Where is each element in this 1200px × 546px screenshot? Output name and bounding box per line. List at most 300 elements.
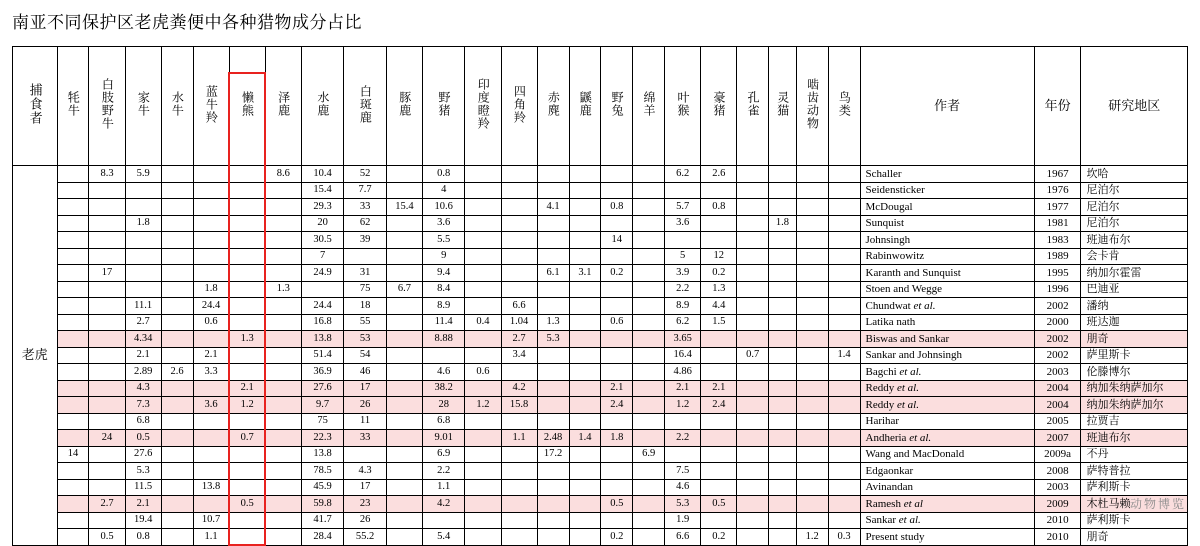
cell-peafowl xyxy=(737,298,769,315)
cell-sheep xyxy=(633,413,665,430)
cell-birds xyxy=(828,232,860,249)
cell-chinkara xyxy=(465,529,501,546)
cell-muntjac xyxy=(537,364,569,381)
cell-chital: 46 xyxy=(344,364,386,381)
cell-rodent xyxy=(796,232,828,249)
cell-birds xyxy=(828,182,860,199)
col-header-year xyxy=(1034,47,1081,166)
cell-chinkara xyxy=(465,281,501,298)
table-row xyxy=(13,430,1188,447)
cell-year: 1977 xyxy=(1034,199,1081,216)
cell-birds xyxy=(828,479,860,496)
cell-gaur xyxy=(89,463,125,480)
col-header-peafowl xyxy=(737,47,769,166)
cell-hare xyxy=(601,463,633,480)
cell-sheep xyxy=(633,397,665,414)
cell-sheep xyxy=(633,496,665,513)
cell-muntjac: 2.48 xyxy=(537,430,569,447)
cell-birds xyxy=(828,413,860,430)
cell-buffalo xyxy=(161,413,193,430)
cell-sambar xyxy=(301,281,343,298)
cell-sambar: 45.9 xyxy=(301,479,343,496)
cell-civet xyxy=(769,248,797,265)
cell-civet xyxy=(769,281,797,298)
cell-sheep xyxy=(633,265,665,282)
cell-sloth_bear xyxy=(229,364,265,381)
cell-author: Rabinwowitz xyxy=(860,248,1034,265)
cell-langur: 16.4 xyxy=(665,347,701,364)
cell-author: Avinandan xyxy=(860,479,1034,496)
cell-wild_boar: 5.4 xyxy=(422,529,464,546)
table-row xyxy=(13,199,1188,216)
cell-peafowl xyxy=(737,380,769,397)
cell-chinkara xyxy=(465,331,501,348)
cell-year: 2009a xyxy=(1034,446,1081,463)
cell-wild_boar: 0.8 xyxy=(422,166,464,183)
cell-yak xyxy=(57,413,89,430)
cell-chital: 52 xyxy=(344,166,386,183)
cell-muntjac xyxy=(537,397,569,414)
col-header-author xyxy=(860,47,1034,166)
cell-chital: 11 xyxy=(344,413,386,430)
cell-chousingha xyxy=(501,232,537,249)
col-header-yak xyxy=(57,47,89,166)
cell-chital: 33 xyxy=(344,430,386,447)
cell-swamp_deer xyxy=(265,397,301,414)
cell-rodent xyxy=(796,380,828,397)
cell-author: Sunquist xyxy=(860,215,1034,232)
cell-civet xyxy=(769,496,797,513)
table-row xyxy=(13,248,1188,265)
cell-sambar: 75 xyxy=(301,413,343,430)
cell-yak xyxy=(57,331,89,348)
cell-buffalo xyxy=(161,314,193,331)
col-header-label: 叶猴 xyxy=(675,91,690,118)
cell-peafowl xyxy=(737,182,769,199)
cell-porcupine: 0.2 xyxy=(701,529,737,546)
cell-hog_deer xyxy=(386,215,422,232)
cell-mouse_deer: 1.4 xyxy=(569,430,601,447)
cell-yak xyxy=(57,314,89,331)
cell-buffalo xyxy=(161,166,193,183)
cell-peafowl xyxy=(737,199,769,216)
cell-sheep xyxy=(633,364,665,381)
cell-year: 2009 xyxy=(1034,496,1081,513)
col-header-label: 家牛 xyxy=(136,91,151,118)
cell-swamp_deer xyxy=(265,446,301,463)
cell-cattle: 11.5 xyxy=(125,479,161,496)
cell-sloth_bear xyxy=(229,463,265,480)
col-header-label: 研究地区 xyxy=(1108,97,1161,113)
cell-hog_deer xyxy=(386,430,422,447)
cell-langur: 1.9 xyxy=(665,512,701,529)
col-header-label: 印度瞪羚 xyxy=(476,78,491,131)
cell-cattle xyxy=(125,199,161,216)
col-header-label: 四角羚 xyxy=(512,84,527,124)
col-header-hog_deer xyxy=(386,47,422,166)
cell-cattle xyxy=(125,232,161,249)
cell-rodent xyxy=(796,331,828,348)
col-header-label: 啮齿动物 xyxy=(805,78,820,131)
cell-langur: 6.6 xyxy=(665,529,701,546)
cell-cattle: 1.8 xyxy=(125,215,161,232)
cell-swamp_deer xyxy=(265,512,301,529)
cell-porcupine: 2.1 xyxy=(701,380,737,397)
cell-peafowl xyxy=(737,166,769,183)
col-header-chousingha xyxy=(501,47,537,166)
cell-sambar: 30.5 xyxy=(301,232,343,249)
cell-region: 班达迦 xyxy=(1081,314,1188,331)
cell-sambar: 16.8 xyxy=(301,314,343,331)
cell-porcupine xyxy=(701,446,737,463)
table-row xyxy=(13,281,1188,298)
cell-sloth_bear xyxy=(229,166,265,183)
cell-year: 1981 xyxy=(1034,215,1081,232)
cell-rodent: 1.2 xyxy=(796,529,828,546)
cell-hog_deer xyxy=(386,496,422,513)
cell-buffalo xyxy=(161,463,193,480)
cell-yak xyxy=(57,347,89,364)
cell-chousingha xyxy=(501,166,537,183)
cell-swamp_deer xyxy=(265,463,301,480)
cell-nilgai: 1.8 xyxy=(193,281,229,298)
cell-gaur xyxy=(89,232,125,249)
cell-year: 2004 xyxy=(1034,380,1081,397)
table-body xyxy=(13,166,1188,546)
cell-chinkara xyxy=(465,413,501,430)
cell-rodent xyxy=(796,512,828,529)
cell-chousingha: 1.1 xyxy=(501,430,537,447)
col-header-label: 灵猫 xyxy=(775,91,790,118)
cell-civet xyxy=(769,364,797,381)
table-row xyxy=(13,529,1188,546)
cell-cattle: 2.89 xyxy=(125,364,161,381)
cell-langur: 2.2 xyxy=(665,430,701,447)
cell-porcupine: 1.3 xyxy=(701,281,737,298)
prey-composition-table-wrap xyxy=(12,46,1188,546)
cell-rodent xyxy=(796,199,828,216)
table-row xyxy=(13,182,1188,199)
cell-rodent xyxy=(796,215,828,232)
cell-peafowl xyxy=(737,364,769,381)
cell-civet xyxy=(769,479,797,496)
cell-sloth_bear: 1.2 xyxy=(229,397,265,414)
cell-chousingha xyxy=(501,512,537,529)
cell-year: 2004 xyxy=(1034,397,1081,414)
col-header-porcupine xyxy=(701,47,737,166)
cell-civet xyxy=(769,166,797,183)
cell-peafowl xyxy=(737,413,769,430)
table-row xyxy=(13,512,1188,529)
cell-wild_boar: 8.88 xyxy=(422,331,464,348)
cell-sheep xyxy=(633,298,665,315)
cell-sloth_bear xyxy=(229,413,265,430)
cell-civet xyxy=(769,232,797,249)
cell-mouse_deer xyxy=(569,463,601,480)
cell-sloth_bear xyxy=(229,248,265,265)
cell-birds xyxy=(828,199,860,216)
cell-wild_boar xyxy=(422,512,464,529)
cell-porcupine xyxy=(701,232,737,249)
cell-muntjac xyxy=(537,232,569,249)
cell-chital: 54 xyxy=(344,347,386,364)
cell-hog_deer xyxy=(386,166,422,183)
cell-chinkara xyxy=(465,446,501,463)
col-header-label: 绵羊 xyxy=(641,91,656,118)
cell-sambar: 24.9 xyxy=(301,265,343,282)
cell-porcupine: 1.5 xyxy=(701,314,737,331)
cell-sambar: 28.4 xyxy=(301,529,343,546)
table-row xyxy=(13,314,1188,331)
cell-swamp_deer xyxy=(265,215,301,232)
cell-muntjac xyxy=(537,347,569,364)
cell-hare xyxy=(601,413,633,430)
cell-hare: 0.2 xyxy=(601,529,633,546)
cell-author: Johnsingh xyxy=(860,232,1034,249)
cell-porcupine: 0.5 xyxy=(701,496,737,513)
cell-langur: 2.1 xyxy=(665,380,701,397)
col-header-swamp_deer xyxy=(265,47,301,166)
col-header-label: 赤麂 xyxy=(546,91,561,118)
col-header-chital xyxy=(344,47,386,166)
cell-sambar: 41.7 xyxy=(301,512,343,529)
cell-rodent xyxy=(796,265,828,282)
cell-muntjac xyxy=(537,463,569,480)
cell-chinkara xyxy=(465,512,501,529)
cell-hare xyxy=(601,248,633,265)
cell-chousingha xyxy=(501,364,537,381)
cell-year: 2010 xyxy=(1034,512,1081,529)
cell-langur: 3.9 xyxy=(665,265,701,282)
cell-sloth_bear xyxy=(229,265,265,282)
prey-composition-table xyxy=(12,46,1188,546)
col-header-label: 鸟类 xyxy=(837,91,852,118)
cell-yak xyxy=(57,479,89,496)
cell-mouse_deer xyxy=(569,182,601,199)
cell-wild_boar: 8.4 xyxy=(422,281,464,298)
col-header-label: 野猪 xyxy=(436,91,451,118)
cell-yak xyxy=(57,298,89,315)
cell-region: 朋奇 xyxy=(1081,331,1188,348)
cell-cattle: 27.6 xyxy=(125,446,161,463)
cell-sambar: 7 xyxy=(301,248,343,265)
cell-buffalo xyxy=(161,265,193,282)
col-header-label: 捕食者 xyxy=(27,83,43,126)
cell-region: 萨特普拉 xyxy=(1081,463,1188,480)
cell-swamp_deer xyxy=(265,496,301,513)
cell-sambar: 27.6 xyxy=(301,380,343,397)
cell-civet xyxy=(769,199,797,216)
cell-yak xyxy=(57,496,89,513)
cell-hog_deer xyxy=(386,446,422,463)
cell-swamp_deer xyxy=(265,199,301,216)
cell-gaur xyxy=(89,397,125,414)
cell-region: 伦滕博尔 xyxy=(1081,364,1188,381)
cell-swamp_deer: 1.3 xyxy=(265,281,301,298)
cell-author: Latika nath xyxy=(860,314,1034,331)
cell-porcupine xyxy=(701,347,737,364)
cell-sloth_bear: 2.1 xyxy=(229,380,265,397)
cell-wild_boar: 2.2 xyxy=(422,463,464,480)
cell-region: 朋奇 xyxy=(1081,529,1188,546)
table-row xyxy=(13,215,1188,232)
cell-region: 尼泊尔 xyxy=(1081,215,1188,232)
cell-civet xyxy=(769,380,797,397)
cell-chousingha xyxy=(501,199,537,216)
cell-sloth_bear: 0.5 xyxy=(229,496,265,513)
cell-porcupine xyxy=(701,512,737,529)
cell-langur xyxy=(665,182,701,199)
cell-sloth_bear xyxy=(229,298,265,315)
cell-buffalo xyxy=(161,430,193,447)
cell-sambar: 78.5 xyxy=(301,463,343,480)
cell-porcupine xyxy=(701,430,737,447)
cell-langur: 6.2 xyxy=(665,166,701,183)
cell-rodent xyxy=(796,430,828,447)
cell-langur: 5.3 xyxy=(665,496,701,513)
cell-mouse_deer xyxy=(569,529,601,546)
cell-buffalo xyxy=(161,215,193,232)
cell-gaur xyxy=(89,347,125,364)
cell-cattle: 4.34 xyxy=(125,331,161,348)
cell-muntjac xyxy=(537,380,569,397)
cell-rodent xyxy=(796,463,828,480)
cell-wild_boar: 9.01 xyxy=(422,430,464,447)
cell-mouse_deer xyxy=(569,479,601,496)
col-header-rodent xyxy=(796,47,828,166)
cell-mouse_deer xyxy=(569,331,601,348)
col-header-region xyxy=(1081,47,1188,166)
cell-gaur xyxy=(89,248,125,265)
col-header-label: 牦牛 xyxy=(66,91,81,118)
cell-swamp_deer xyxy=(265,347,301,364)
cell-hog_deer xyxy=(386,232,422,249)
cell-sheep: 6.9 xyxy=(633,446,665,463)
cell-porcupine xyxy=(701,215,737,232)
cell-wild_boar: 4 xyxy=(422,182,464,199)
cell-peafowl xyxy=(737,512,769,529)
cell-chousingha xyxy=(501,529,537,546)
table-row xyxy=(13,347,1188,364)
cell-nilgai xyxy=(193,248,229,265)
cell-mouse_deer xyxy=(569,347,601,364)
col-header-chinkara xyxy=(465,47,501,166)
cell-hare xyxy=(601,215,633,232)
cell-langur: 7.5 xyxy=(665,463,701,480)
table-row xyxy=(13,232,1188,249)
cell-hog_deer xyxy=(386,479,422,496)
cell-buffalo xyxy=(161,182,193,199)
cell-sheep xyxy=(633,331,665,348)
cell-porcupine xyxy=(701,463,737,480)
cell-birds xyxy=(828,248,860,265)
cell-wild_boar: 38.2 xyxy=(422,380,464,397)
cell-birds xyxy=(828,380,860,397)
cell-yak xyxy=(57,430,89,447)
cell-buffalo xyxy=(161,298,193,315)
cell-year: 1976 xyxy=(1034,182,1081,199)
cell-muntjac xyxy=(537,182,569,199)
col-header-sheep xyxy=(633,47,665,166)
cell-yak xyxy=(57,380,89,397)
cell-rodent xyxy=(796,413,828,430)
watermark: 动物博览 xyxy=(1129,497,1186,511)
cell-buffalo xyxy=(161,199,193,216)
cell-peafowl: 0.7 xyxy=(737,347,769,364)
cell-mouse_deer xyxy=(569,248,601,265)
page-title: 南亚不同保护区老虎粪便中各种猎物成分占比 xyxy=(12,13,362,32)
cell-chital: 4.3 xyxy=(344,463,386,480)
cell-region: 班迪布尔 xyxy=(1081,430,1188,447)
cell-chousingha: 3.4 xyxy=(501,347,537,364)
cell-chousingha: 1.04 xyxy=(501,314,537,331)
cell-region: 纳加朱纳萨加尔 xyxy=(1081,380,1188,397)
cell-cattle xyxy=(125,182,161,199)
cell-porcupine: 0.2 xyxy=(701,265,737,282)
cell-gaur xyxy=(89,298,125,315)
cell-swamp_deer xyxy=(265,182,301,199)
cell-wild_boar: 4.2 xyxy=(422,496,464,513)
cell-nilgai xyxy=(193,182,229,199)
cell-rodent xyxy=(796,298,828,315)
cell-year: 2003 xyxy=(1034,364,1081,381)
cell-yak xyxy=(57,364,89,381)
cell-sloth_bear xyxy=(229,347,265,364)
cell-sheep xyxy=(633,479,665,496)
cell-muntjac xyxy=(537,479,569,496)
cell-mouse_deer xyxy=(569,232,601,249)
cell-gaur xyxy=(89,199,125,216)
cell-buffalo xyxy=(161,512,193,529)
table-header xyxy=(13,47,1188,166)
cell-buffalo xyxy=(161,496,193,513)
cell-sheep xyxy=(633,199,665,216)
cell-buffalo xyxy=(161,529,193,546)
cell-hog_deer xyxy=(386,265,422,282)
cell-sloth_bear xyxy=(229,479,265,496)
cell-muntjac xyxy=(537,248,569,265)
cell-porcupine xyxy=(701,182,737,199)
cell-swamp_deer: 8.6 xyxy=(265,166,301,183)
cell-langur: 3.65 xyxy=(665,331,701,348)
cell-chousingha xyxy=(501,182,537,199)
cell-buffalo xyxy=(161,248,193,265)
cell-nilgai xyxy=(193,265,229,282)
cell-nilgai: 13.8 xyxy=(193,479,229,496)
cell-region: 坎哈 xyxy=(1081,166,1188,183)
cell-region: 尼泊尔 xyxy=(1081,199,1188,216)
cell-sloth_bear xyxy=(229,446,265,463)
col-header-label: 年份 xyxy=(1044,97,1071,113)
cell-nilgai xyxy=(193,331,229,348)
cell-chinkara xyxy=(465,199,501,216)
cell-gaur xyxy=(89,314,125,331)
cell-hog_deer xyxy=(386,397,422,414)
cell-wild_boar: 3.6 xyxy=(422,215,464,232)
cell-sloth_bear: 0.7 xyxy=(229,430,265,447)
cell-swamp_deer xyxy=(265,529,301,546)
cell-sheep xyxy=(633,347,665,364)
cell-peafowl xyxy=(737,479,769,496)
cell-sheep xyxy=(633,512,665,529)
cell-hare xyxy=(601,364,633,381)
cell-hare: 0.8 xyxy=(601,199,633,216)
cell-birds xyxy=(828,215,860,232)
cell-birds xyxy=(828,331,860,348)
cell-sloth_bear xyxy=(229,529,265,546)
cell-buffalo: 2.6 xyxy=(161,364,193,381)
table-header-row xyxy=(13,47,1188,166)
